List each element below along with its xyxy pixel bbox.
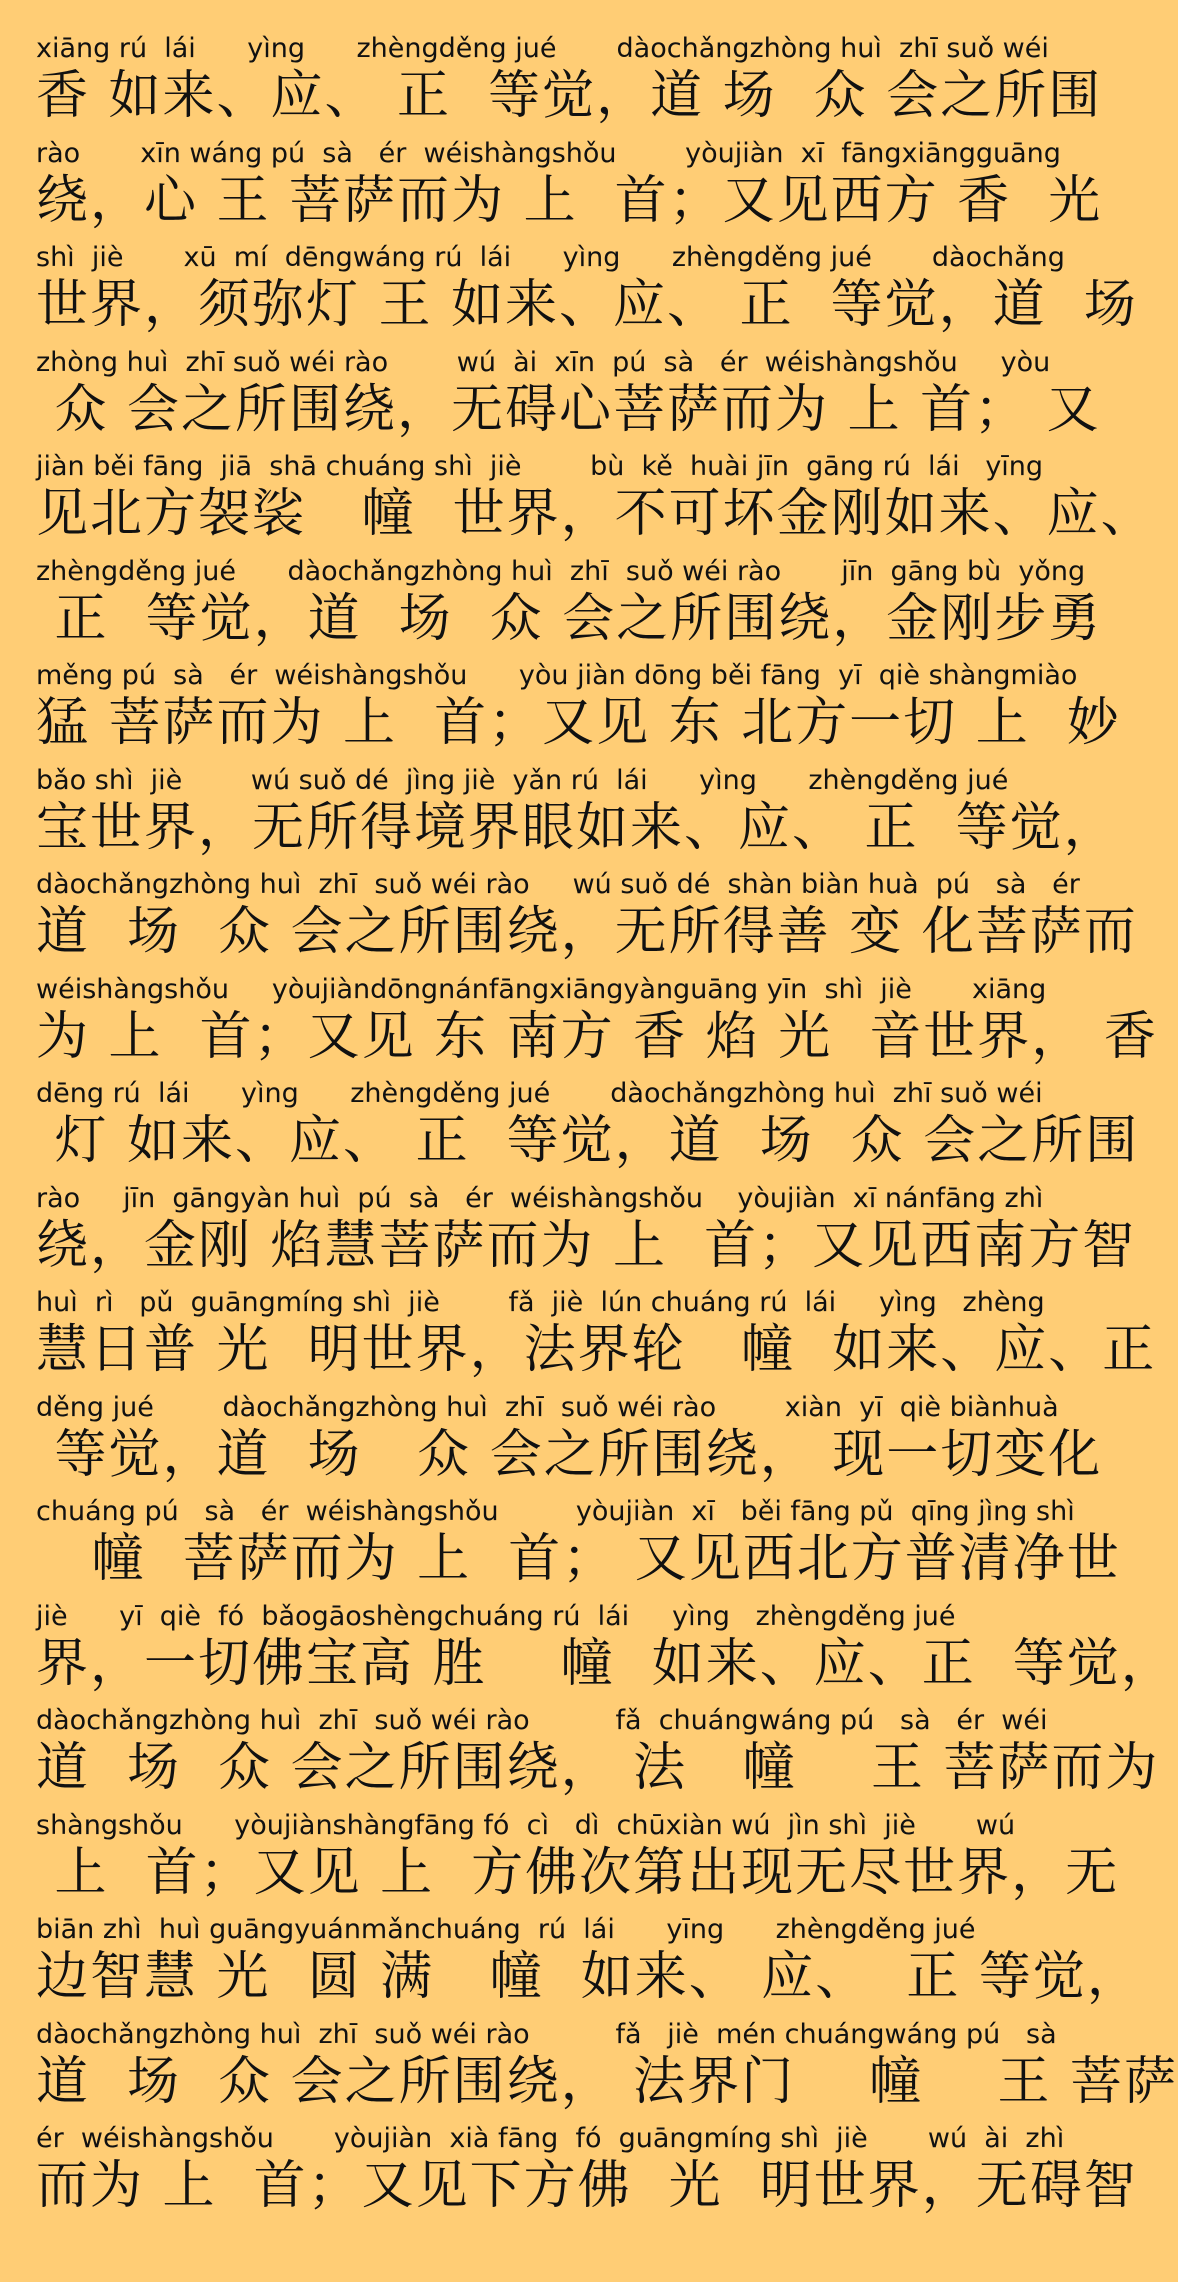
- pinyin-text: zhòng huì zhī suǒ wéi rào wú ài xīn pú sà ér wéishàngshǒu yòu: [36, 346, 1051, 378]
- hanzi-text: 正 等觉，道 场 众 会之所围绕，金刚步勇: [36, 588, 1103, 649]
- hanzi-text: 道 场 众 会之所围绕， 法界门 幢 王 菩萨: [36, 2051, 1178, 2112]
- verse-line: [36, 1809, 1120, 1914]
- hanzi-text: 世界，须弥灯 王 如来、应、 正 等觉，道 场: [36, 275, 1138, 335]
- verse-line: [36, 1495, 1121, 1600]
- verse-line: [36, 659, 1121, 764]
- verse-line: [36, 2018, 1178, 2123]
- pinyin-text: bǎo shì jiè wú suǒ dé jìng jiè yǎn rú lái yìng zhèngděng jué: [36, 764, 1009, 796]
- verse-line: [36, 1391, 1103, 1496]
- verse-line: [36, 764, 1118, 869]
- pinyin-text: shì jiè xū mí dēngwáng rú lái yìng zhèngděng jué dàochǎng: [36, 242, 1065, 273]
- pinyin-text: xiāng rú lái yìng zhèngděng jué dàochǎngzhòng huì zhī suǒ wéi: [36, 33, 1049, 64]
- verse-line: [36, 346, 1101, 451]
- hanzi-text: 众 会之所围绕，无碍心菩萨而为 上 首； 又: [36, 379, 1101, 440]
- pinyin-text: děng jué dàochǎngzhòng huì zhī suǒ wéi rào xiàn yī qiè biànhuà: [36, 1391, 1059, 1423]
- pinyin-text: huì rì pǔ guāngmíng shì jiè fǎ jiè lún chuáng rú lái yìng zhèng: [36, 1287, 1045, 1318]
- verse-line: [36, 1077, 1140, 1182]
- verse-line: [36, 868, 1138, 973]
- verse-line: [36, 1286, 1157, 1391]
- hanzi-text: 灯 如来、应、 正 等觉，道 场 众 会之所围: [36, 1111, 1140, 1171]
- pinyin-text: ér wéishàngshǒu yòujiàn xià fāng fó guāngmíng shì jiè wú ài zhì: [36, 2123, 1065, 2154]
- pinyin-text: jiàn běi fāng jiā shā chuáng shì jiè bù kě huài jīn gāng rú lái yīng: [36, 451, 1044, 482]
- verse-line: [36, 1600, 1175, 1705]
- hanzi-text: 界，一切佛宝高 胜 幢 如来、应、正 等觉，: [36, 1633, 1175, 1694]
- hanzi-text: 绕，心 王 菩萨而为 上 首；又见西方 香 光: [36, 170, 1103, 231]
- verse-line: [36, 1182, 1137, 1287]
- verse-line: [36, 2122, 1138, 2227]
- hanzi-text: 绕，金刚 焰慧菩萨而为 上 首；又见西南方智: [36, 1215, 1137, 1276]
- verse-line: [36, 973, 1158, 1078]
- hanzi-text: 香 如来、应、 正 等觉，道 场 众 会之所围: [36, 66, 1103, 126]
- pinyin-text: shàngshǒu yòujiànshàngfāng fó cì dì chūxiàn wú jìn shì jiè wú: [36, 1809, 1016, 1841]
- verse-line: [36, 450, 1155, 555]
- pinyin-text: chuáng pú sà ér wéishàngshǒu yòujiàn xī běi fāng pǔ qīng jìng shì: [36, 1496, 1075, 1527]
- pinyin-text: zhèngděng jué dàochǎngzhòng huì zhī suǒ wéi rào jīn gāng bù yǒng: [36, 555, 1086, 587]
- pinyin-text: jiè yī qiè fó bǎogāoshèngchuáng rú lái yìng zhèngděng jué: [36, 1600, 956, 1632]
- verse-line: [36, 555, 1103, 660]
- verse-line: [36, 32, 1103, 137]
- verse-line: [36, 241, 1138, 346]
- hanzi-text: 见北方袈裟 幢 世界，不可坏金刚如来、应、: [36, 484, 1155, 544]
- pinyin-text: dàochǎngzhòng huì zhī suǒ wéi rào wú suǒ dé shàn biàn huà pú sà ér: [36, 869, 1080, 900]
- verse-line: [36, 137, 1103, 242]
- hanzi-text: 为 上 首；又见 东 南方 香 焰 光 音世界， 香: [36, 1006, 1158, 1067]
- hanzi-text: 幢 菩萨而为 上 首； 又见西北方普清净世: [36, 1529, 1121, 1589]
- verse-line: [36, 1704, 1160, 1809]
- hanzi-text: 边智慧 光 圆 满 幢 如来、 应、 正 等觉，: [36, 1947, 1141, 2007]
- pinyin-text: dàochǎngzhòng huì zhī suǒ wéi rào fǎ jiè mén chuángwáng pú sà: [36, 2018, 1057, 2050]
- hanzi-text: 慧日普 光 明世界，法界轮 幢 如来、应、正: [36, 1320, 1157, 1380]
- pinyin-text: rào xīn wáng pú sà ér wéishàngshǒu yòujiàn xī fāngxiāngguāng: [36, 137, 1061, 169]
- pinyin-text: biān zhì huì guāngyuánmǎnchuáng rú lái yīng zhèngděng jué: [36, 1914, 976, 1945]
- hanzi-text: 宝世界，无所得境界眼如来、应、 正 等觉，: [36, 797, 1118, 858]
- hanzi-text: 道 场 众 会之所围绕， 法 幢 王 菩萨而为: [36, 1738, 1160, 1798]
- hanzi-text: 上 首；又见 上 方佛次第出现无尽世界，无: [36, 1842, 1120, 1903]
- pinyin-text: dēng rú lái yìng zhèngděng jué dàochǎngzhòng huì zhī suǒ wéi: [36, 1078, 1043, 1109]
- hanzi-text: 猛 菩萨而为 上 首；又见 东 北方一切 上 妙: [36, 693, 1121, 753]
- hanzi-text: 而为 上 首；又见下方佛 光 明世界，无碍智: [36, 2156, 1138, 2216]
- pinyin-text: wéishàngshǒu yòujiàndōngnánfāngxiāngyànguāng yīn shì jiè xiāng: [36, 973, 1047, 1005]
- pinyin-text: rào jīn gāngyàn huì pú sà ér wéishàngshǒu yòujiàn xī nánfāng zhì: [36, 1182, 1044, 1214]
- hanzi-text: 道 场 众 会之所围绕，无所得善 变 化菩萨而: [36, 902, 1138, 962]
- pinyin-text: dàochǎngzhòng huì zhī suǒ wéi rào fǎ chuángwáng pú sà ér wéi: [36, 1705, 1048, 1736]
- hanzi-text: 等觉，道 场 众 会之所围绕， 现一切变化: [36, 1424, 1103, 1485]
- verse-line: [36, 1913, 1141, 2018]
- pinyin-text: měng pú sà ér wéishàngshǒu yòu jiàn dōng běi fāng yī qiè shàngmiào: [36, 660, 1078, 691]
